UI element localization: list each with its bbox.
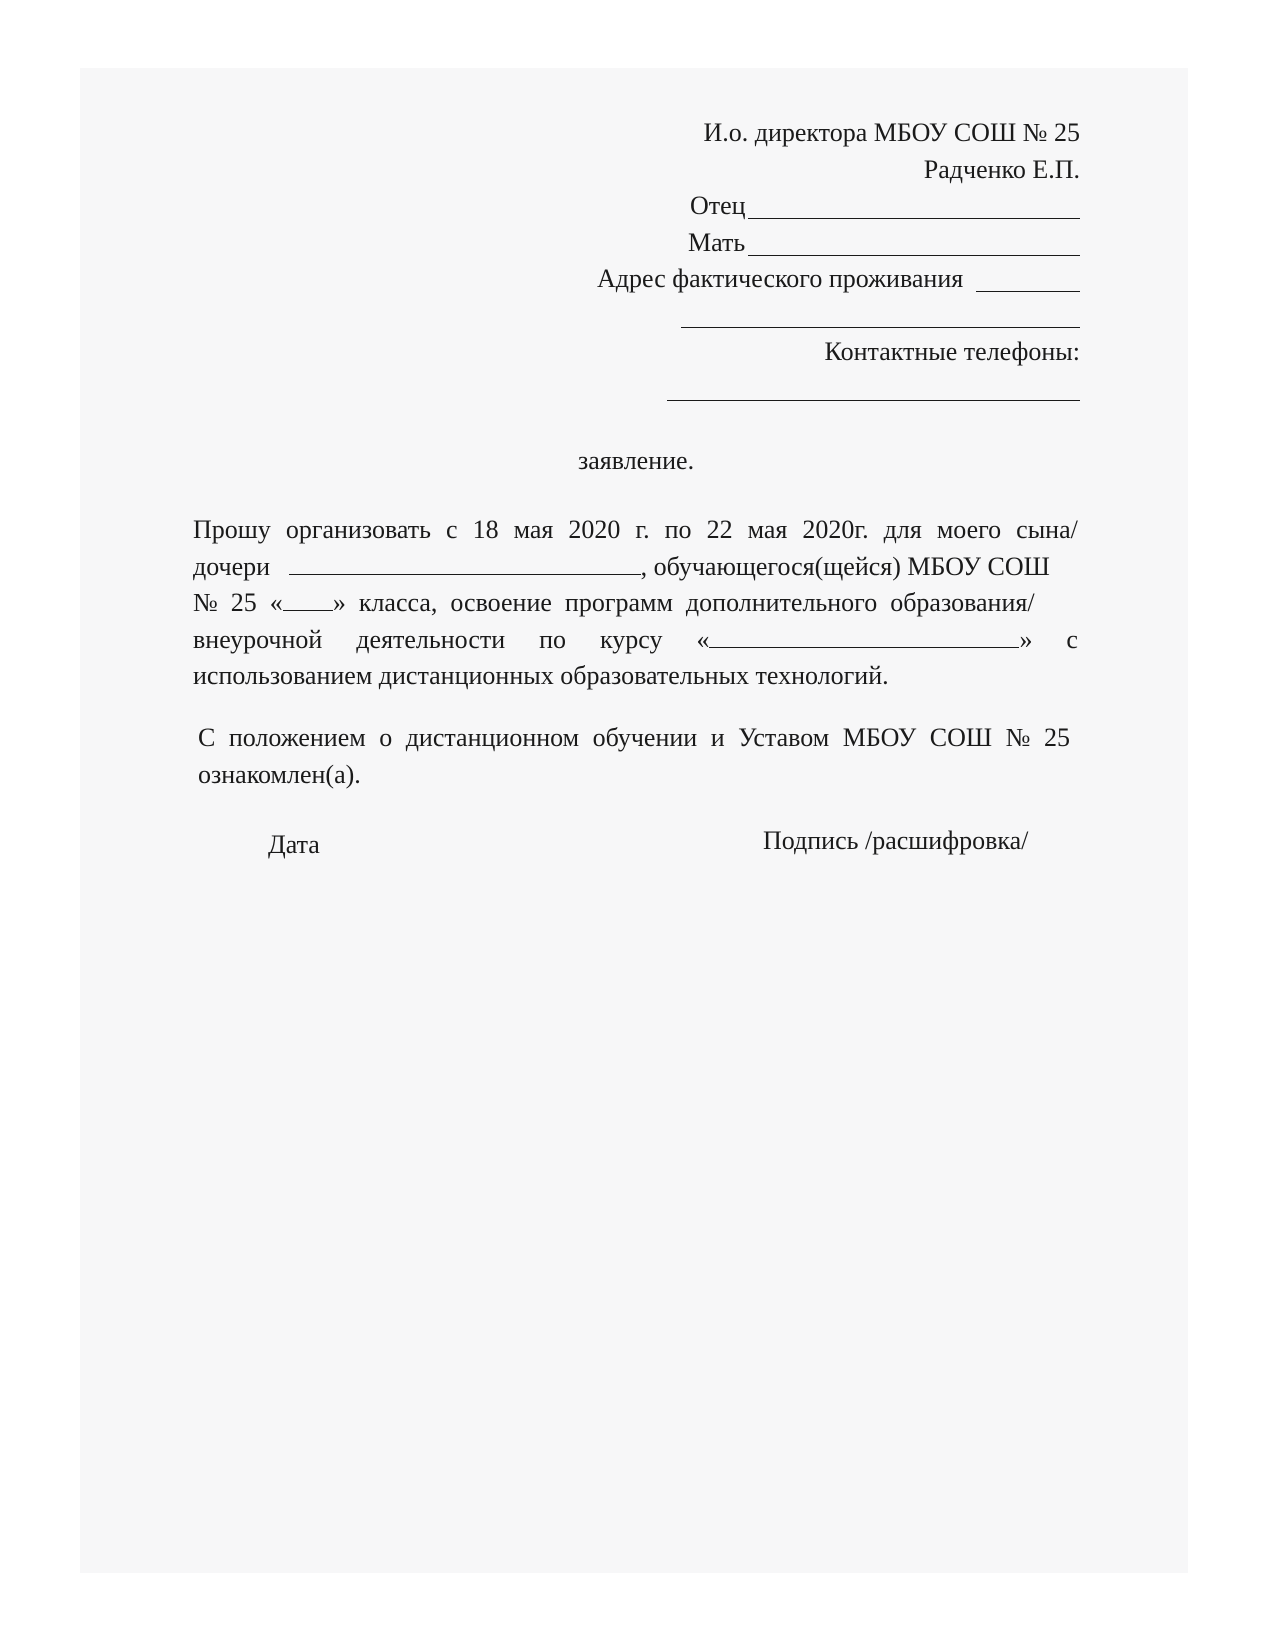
request-child-label: дочери [193,551,271,581]
address-fill-line[interactable] [976,291,1080,292]
address-fill-line-2[interactable] [681,327,1080,328]
father-fill-line[interactable] [748,218,1080,219]
request-line-1-word: с [446,515,458,544]
father-label: Отец [690,191,746,220]
request-line-1-word: 18 [472,515,499,544]
request-line-1-word: мая [747,515,788,544]
request-line-1 [193,512,1078,549]
request-line-1-word: мая [513,515,554,544]
request-line-1-word: 2020 [568,515,621,544]
request-paragraph [193,512,1078,695]
child-name-fill-line[interactable] [289,552,641,575]
addressee-name: Радченко Е.П. [923,155,1080,184]
request-line-4-word: внеурочной [193,624,323,654]
ack-line-1-word: о [379,723,393,752]
ack-line-1-word: МБОУ [842,723,917,752]
request-line-4-word: по [539,624,567,654]
request-line-1-word: сына/ [1016,515,1078,544]
mother-label: Мать [688,228,746,257]
request-line-1-word: по [664,515,692,544]
phones-label: Контактные телефоны: [824,337,1080,366]
mother-fill-line[interactable] [748,255,1080,256]
date-label: Дата [268,830,320,859]
request-student-text: , обучающегося(щейся) МБОУ СОШ [640,551,1050,581]
ack-line-1-word: С [198,723,216,752]
course-field [696,622,1032,659]
class-fill-line[interactable] [283,588,333,611]
ack-line-1-word: № [1005,723,1031,752]
request-program-text: » класса, освоение программ дополнительного образования/ [332,588,1035,617]
signature-label: Подпись /расшифровка/ [763,826,1029,855]
request-line-1-word: моего [936,515,1002,544]
ack-line-1 [198,720,1070,757]
address-label: Адрес фактического проживания [597,264,964,293]
request-technology-text: использованием дистанционных образовательных технологий. [193,661,889,690]
ack-line-1-word: 25 [1043,723,1070,752]
ack-line-1-word: СОШ [929,723,993,752]
request-line-3 [193,585,1078,622]
request-school-number: № 25 « [193,588,283,617]
request-line-1-word: г. [635,515,650,544]
request-line-5 [193,658,1078,695]
request-line-1-word: Прошу [193,515,271,544]
ack-line-2 [198,757,1070,794]
course-close-quote: » [1019,624,1033,654]
course-open-quote: « [696,624,710,654]
request-line-1-word: организовать [285,515,431,544]
ack-line-1-word: обучении [592,723,698,752]
request-line-4 [193,622,1078,659]
phones-fill-line[interactable] [667,400,1080,401]
request-line-4-word: курсу [600,624,663,654]
request-line-1-word: 22 [706,515,733,544]
course-fill-line[interactable] [709,625,1019,648]
addressee-title: И.о. директора МБОУ СОШ № 25 [703,118,1080,147]
request-line-4-word: с [1066,624,1078,654]
document-title: заявление. [578,446,695,475]
ack-line-1-word: положением [228,723,366,752]
request-line-1-word: 2020г. [802,515,869,544]
ack-line-1-word: дистанционном [405,723,580,752]
ack-line-1-word: Уставом [738,723,830,752]
request-line-4-word: деятельности [356,624,506,654]
request-line-2 [193,549,1078,586]
request-line-1-word: для [883,515,922,544]
ack-line-1-word: и [710,723,725,752]
ack-familiarized-text: ознакомлен(а). [198,759,361,789]
ack-paragraph [198,720,1070,793]
